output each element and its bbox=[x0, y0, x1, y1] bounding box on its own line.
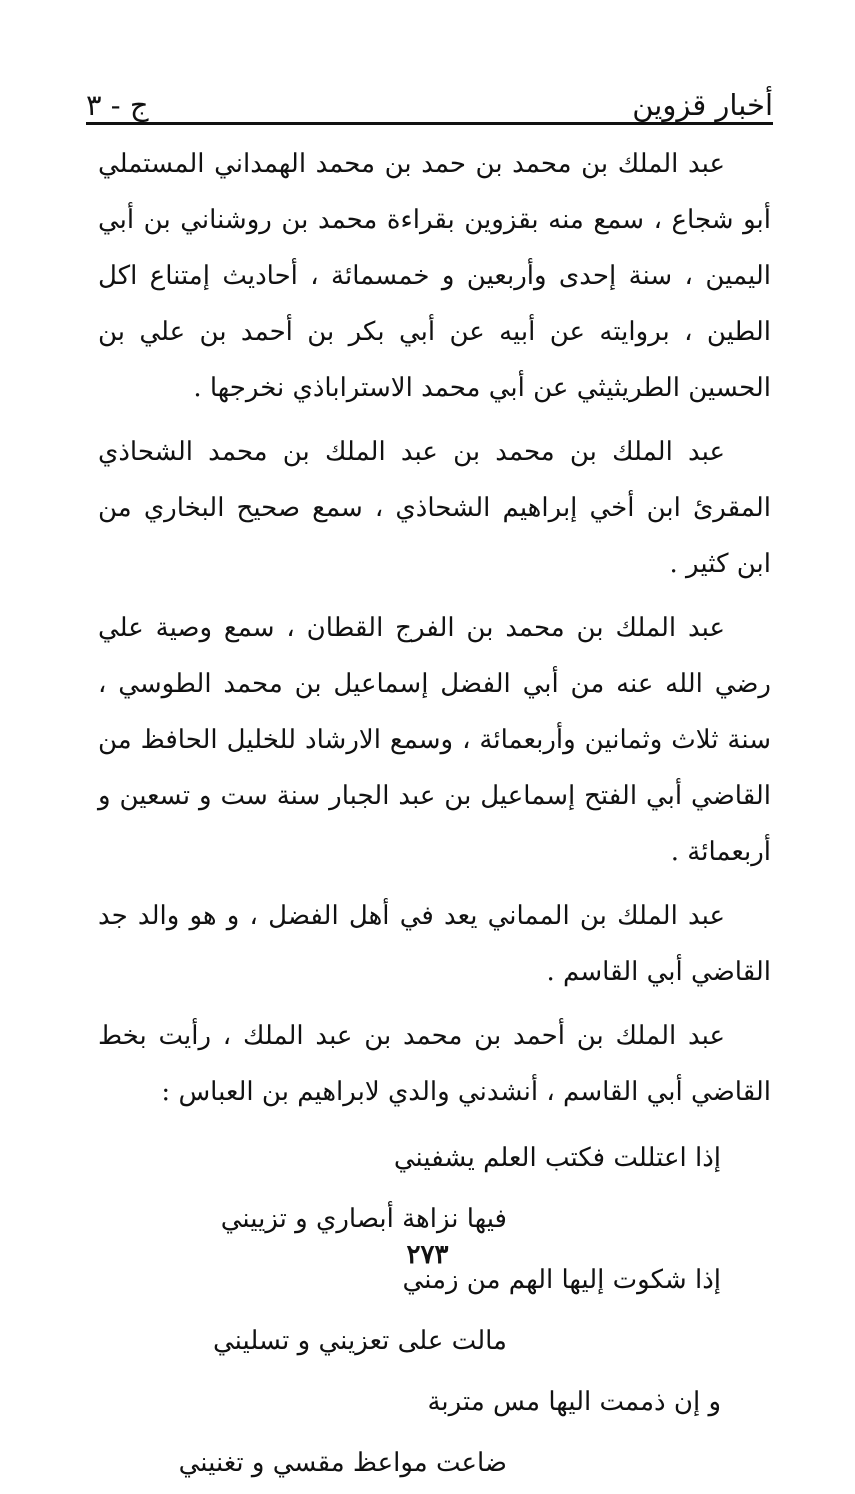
verse-line-5: و إن ذممت اليها مس متربة bbox=[427, 1387, 721, 1417]
verse-line-2: فيها نزاهة أبصاري و تزييني bbox=[220, 1204, 507, 1234]
running-title: أخبار قزوين bbox=[632, 88, 773, 122]
paragraph-4 bbox=[98, 888, 771, 1000]
paragraph-text: عبد الملك بن محمد بن حمد بن محمد الهمداني المستملي أبو شجاع ، سمع منه بقزوين بقراءة محمد بن روشناني بن أبي اليمين ، سنة إحدى وأربعين و خمسمائة ، أحاديث إمتناع اكل الطين ، بروايته عن أبيه عن أبي بكر بن أحمد بن علي بن الحسين الطريثيثي عن أبي محمد الاستراباذي نخرجها . bbox=[98, 149, 771, 403]
header-rule bbox=[86, 122, 773, 125]
poem bbox=[98, 1128, 771, 1494]
verse-line-3: إذا شكوت إليها الهم من زمني bbox=[402, 1265, 721, 1295]
paragraph-3 bbox=[98, 600, 771, 880]
page-number: ٢٧٣ bbox=[406, 1240, 449, 1270]
main-text bbox=[98, 136, 771, 1494]
paragraph-2 bbox=[98, 424, 771, 592]
paragraph-text: عبد الملك بن محمد بن عبد الملك بن محمد الشحاذي المقرئ ابن أخي إبراهيم الشحاذي ، سمع صحيح البخاري من ابن كثير . bbox=[98, 437, 771, 579]
verse-line-6: ضاعت مواعظ مقسي و تغنيني bbox=[178, 1448, 507, 1478]
paragraph-text: عبد الملك بن محمد بن الفرج القطان ، سمع وصية علي رضي الله عنه من أبي الفضل إسماعيل بن محمد الطوسي ، سنة ثلاث وثمانين وأربعمائة ، وسمع الارشاد للخليل الحافظ من القاضي أبي الفتح إسماعيل بن عبد الجبار سنة ست و تسعين و أربعمائة . bbox=[98, 613, 772, 867]
verse-line-1: إذا اعتللت فكتب العلم يشفيني bbox=[393, 1143, 721, 1173]
paragraph-1 bbox=[98, 136, 771, 416]
paragraph-text: عبد الملك بن أحمد بن محمد بن عبد الملك ، رأيت بخط القاضي أبي القاسم ، أنشدني والدي لابراهيم بن العباس : bbox=[98, 1021, 771, 1107]
volume-label: ج - ٣ bbox=[86, 88, 149, 122]
verse-line-4: مالت على تعزيني و تسليني bbox=[213, 1326, 507, 1356]
paragraph-text: عبد الملك بن المماني يعد في أهل الفضل ، و هو والد جد القاضي أبي القاسم . bbox=[98, 901, 771, 987]
running-header bbox=[86, 78, 773, 120]
paragraph-5 bbox=[98, 1008, 771, 1120]
